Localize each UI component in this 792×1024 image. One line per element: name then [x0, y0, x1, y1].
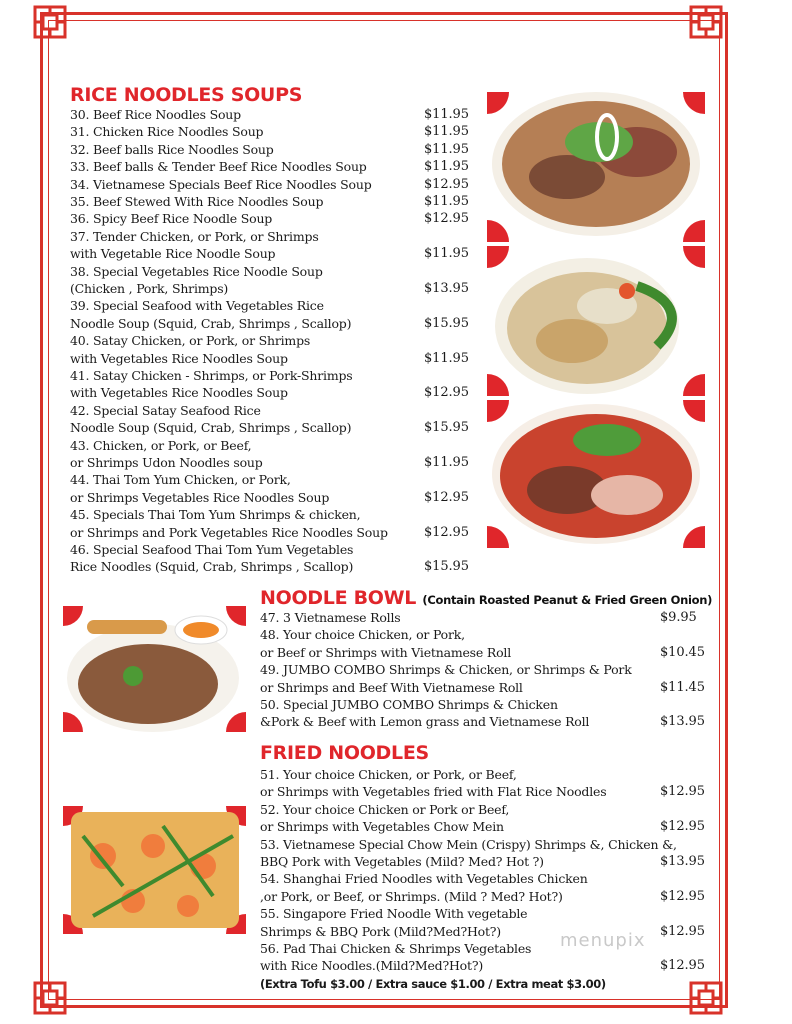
rice-noodle-soup-item-line: 36. Spicy Beef Rice Noodle Soup — [70, 211, 273, 227]
rice-noodle-soup-item-price: $11.95 — [424, 141, 469, 157]
rice-noodle-soup-item-line: 39. Special Seafood with Vegetables Rice — [70, 298, 324, 314]
fried-noodles-item-price: $12.95 — [660, 819, 705, 835]
fried-noodles-item-price: $12.95 — [660, 958, 705, 974]
rice-noodle-soup-item-price: $11.95 — [424, 107, 469, 122]
noodle-bowl-item-line: 48. Your choice Chicken, or Pork, — [260, 627, 465, 643]
rice-noodle-soup-item-line: (Chicken , Pork, Shrimps) — [70, 281, 229, 296]
fried-noodles-item-line: BBQ Pork with Vegetables (Mild? Med? Hot ?) — [260, 854, 544, 869]
rice-noodle-soup-item-line: 45. Specials Thai Tom Yum Shrimps & chicken, — [70, 507, 361, 523]
rice-noodle-soup-item-line: 34. Vietnamese Specials Beef Rice Noodles Soup — [70, 176, 372, 192]
rice-noodle-soup-item-price: $13.95 — [424, 281, 469, 296]
rice-noodle-soup-item-line: 44. Thai Tom Yum Chicken, or Pork, — [70, 472, 291, 488]
noodle-bowl-item-line: 49. JUMBO COMBO Shrimps & Chicken, or Shrimps & Pork — [260, 662, 632, 678]
rice-noodle-soup-item-line: 30. Beef Rice Noodles Soup — [70, 107, 241, 122]
fried-noodles-item-line: 56. Pad Thai Chicken & Shrimps Vegetables — [260, 941, 532, 956]
fried-noodles-item-line: 52. Your choice Chicken or Pork or Beef, — [260, 801, 510, 817]
rice-noodle-soup-item-price: $11.95 — [424, 159, 469, 175]
extras-note: (Extra Tofu $3.00 / Extra sauce $1.00 / Extra meat $3.00) — [260, 977, 606, 991]
rice-noodle-soup-item-line: 31. Chicken Rice Noodles Soup — [70, 124, 264, 140]
noodle-bowl-item-line: 50. Special JUMBO COMBO Shrimps & Chicken — [260, 697, 558, 712]
rice-noodle-soup-item-price: $12.95 — [424, 176, 469, 192]
rice-noodle-soup-item-line: 43. Chicken, or Pork, or Beef, — [70, 437, 252, 453]
fried-noodles-photo — [63, 806, 246, 934]
rice-noodle-soup-item-price: $11.95 — [424, 455, 469, 470]
spicy-beef-noodle-photo — [487, 400, 705, 548]
fried-noodles-item-price: $12.95 — [660, 923, 705, 939]
noodle-bowl-item-price: $11.45 — [660, 679, 705, 695]
rice-noodle-soup-item-price: $15.95 — [424, 420, 469, 436]
noodle-bowl-title-text: NOODLE BOWL — [260, 587, 417, 609]
rice-noodle-soup-item-line: 33. Beef balls & Tender Beef Rice Noodles Soup — [70, 159, 367, 175]
rice-noodle-soup-item-price: $11.95 — [424, 246, 469, 262]
fried-noodles-item-line: 51. Your choice Chicken, or Pork, or Beef, — [260, 767, 517, 782]
noodle-bowl-note: (Contain Roasted Peanut & Fried Green Onion) — [422, 593, 713, 607]
rice-noodle-soup-item-line: 35. Beef Stewed With Rice Noodles Soup — [70, 194, 324, 209]
fried-noodles-item-price: $13.95 — [660, 854, 705, 869]
fried-noodles-item-line: Shrimps & BBQ Pork (Mild?Med?Hot?) — [260, 923, 501, 939]
noodle-bowl-item-line: or Beef or Shrimps with Vietnamese Roll — [260, 644, 512, 660]
fried-noodles-item-line: or Shrimps with Vegetables Chow Mein — [260, 819, 504, 835]
fried-noodles-item-line: 54. Shanghai Fried Noodles with Vegetables Chicken — [260, 871, 588, 887]
fried-noodles-item-line: 53. Vietnamese Special Chow Mein (Crispy) Shrimps &, Chicken &, — [260, 836, 677, 852]
rice-noodle-soup-item-line: 40. Satay Chicken, or Pork, or Shrimps — [70, 333, 311, 349]
fried-noodles-item-price: $12.95 — [660, 888, 705, 904]
rice-noodle-soup-item-price: $12.95 — [424, 489, 469, 505]
fried-noodles-title: FRIED NOODLES — [260, 742, 429, 764]
noodle-bowl-item-price: $10.45 — [660, 644, 705, 660]
noodle-bowl-item-line: or Shrimps and Beef With Vietnamese Roll — [260, 679, 523, 695]
corner-ornament-top-right — [688, 4, 724, 40]
corner-ornament-bottom-right — [688, 980, 724, 1016]
noodle-bowl-photo — [63, 606, 246, 732]
rice-noodle-soup-item-line: 38. Special Vegetables Rice Noodle Soup — [70, 263, 323, 279]
fried-noodles-item-line: with Rice Noodles.(Mild?Med?Hot?) — [260, 958, 484, 974]
rice-noodle-soup-item-line: with Vegetables Rice Noodles Soup — [70, 350, 288, 366]
rice-noodle-soup-item-line: Noodle Soup (Squid, Crab, Shrimps , Scallop) — [70, 315, 352, 331]
rice-noodle-soup-item-price: $15.95 — [424, 315, 469, 331]
rice-noodle-soup-item-line: with Vegetables Rice Noodles Soup — [70, 385, 288, 401]
noodle-bowl-item-price: $13.95 — [660, 714, 705, 730]
rice-noodle-soup-item-line: 42. Special Satay Seafood Rice — [70, 402, 261, 418]
pho-chicken-photo — [487, 246, 705, 396]
rice-noodle-soup-item-line: or Shrimps Vegetables Rice Noodles Soup — [70, 489, 330, 505]
rice-noodle-soup-item-price: $11.95 — [424, 124, 469, 140]
rice-noodle-soup-item-price: $12.95 — [424, 524, 469, 540]
fried-noodles-item-line: or Shrimps with Vegetables fried with Flat Rice Noodles — [260, 784, 607, 800]
rice-noodle-soup-item-line: 37. Tender Chicken, or Pork, or Shrimps — [70, 228, 319, 244]
rice-noodle-soup-item-price: $12.95 — [424, 385, 469, 401]
rice-noodle-soup-item-price: $15.95 — [424, 559, 469, 575]
fried-noodles-item-line: 55. Singapore Fried Noodle With vegetable — [260, 906, 528, 922]
rice-noodle-soup-item-line: or Shrimps and Pork Vegetables Rice Noodles Soup — [70, 524, 388, 540]
rice-noodle-soup-item-line: or Shrimps Udon Noodles soup — [70, 455, 263, 470]
corner-ornament-top-left — [32, 4, 68, 40]
noodle-bowl-item-line: &Pork & Beef with Lemon grass and Vietnamese Roll — [260, 714, 590, 730]
rice-noodle-soup-item-line: Rice Noodles (Squid, Crab, Shrimps , Scallop) — [70, 559, 354, 575]
rice-noodle-soup-item-price: $11.95 — [424, 350, 469, 366]
noodle-bowl-item-price: $9.95 — [660, 610, 697, 625]
rice-noodle-soup-item-line: 41. Satay Chicken - Shrimps, or Pork-Shrimps — [70, 368, 353, 383]
rice-noodle-soup-item-line: with Vegetable Rice Noodle Soup — [70, 246, 276, 262]
corner-ornament-bottom-left — [32, 980, 68, 1016]
fried-noodles-item-line: ,or Pork, or Beef, or Shrimps. (Mild ? Med? Hot?) — [260, 888, 563, 904]
rice-noodle-soup-item-line: 32. Beef balls Rice Noodles Soup — [70, 141, 274, 157]
noodle-bowl-title — [260, 587, 712, 609]
fried-noodles-item-price: $12.95 — [660, 784, 705, 800]
rice-noodle-soup-item-line: Noodle Soup (Squid, Crab, Shrimps , Scallop) — [70, 420, 352, 436]
rice-noodle-soup-item-price: $12.95 — [424, 211, 469, 227]
noodle-bowl-item-line: 47. 3 Vietnamese Rolls — [260, 610, 401, 625]
rice-noodle-soup-item-line: 46. Special Seafood Thai Tom Yum Vegetables — [70, 542, 354, 557]
rice-noodle-soup-item-price: $11.95 — [424, 194, 469, 209]
rice-noodle-soups-title: RICE NOODLES SOUPS — [70, 84, 303, 106]
pho-beef-photo — [487, 92, 705, 242]
watermark-text: menupix — [560, 930, 646, 951]
